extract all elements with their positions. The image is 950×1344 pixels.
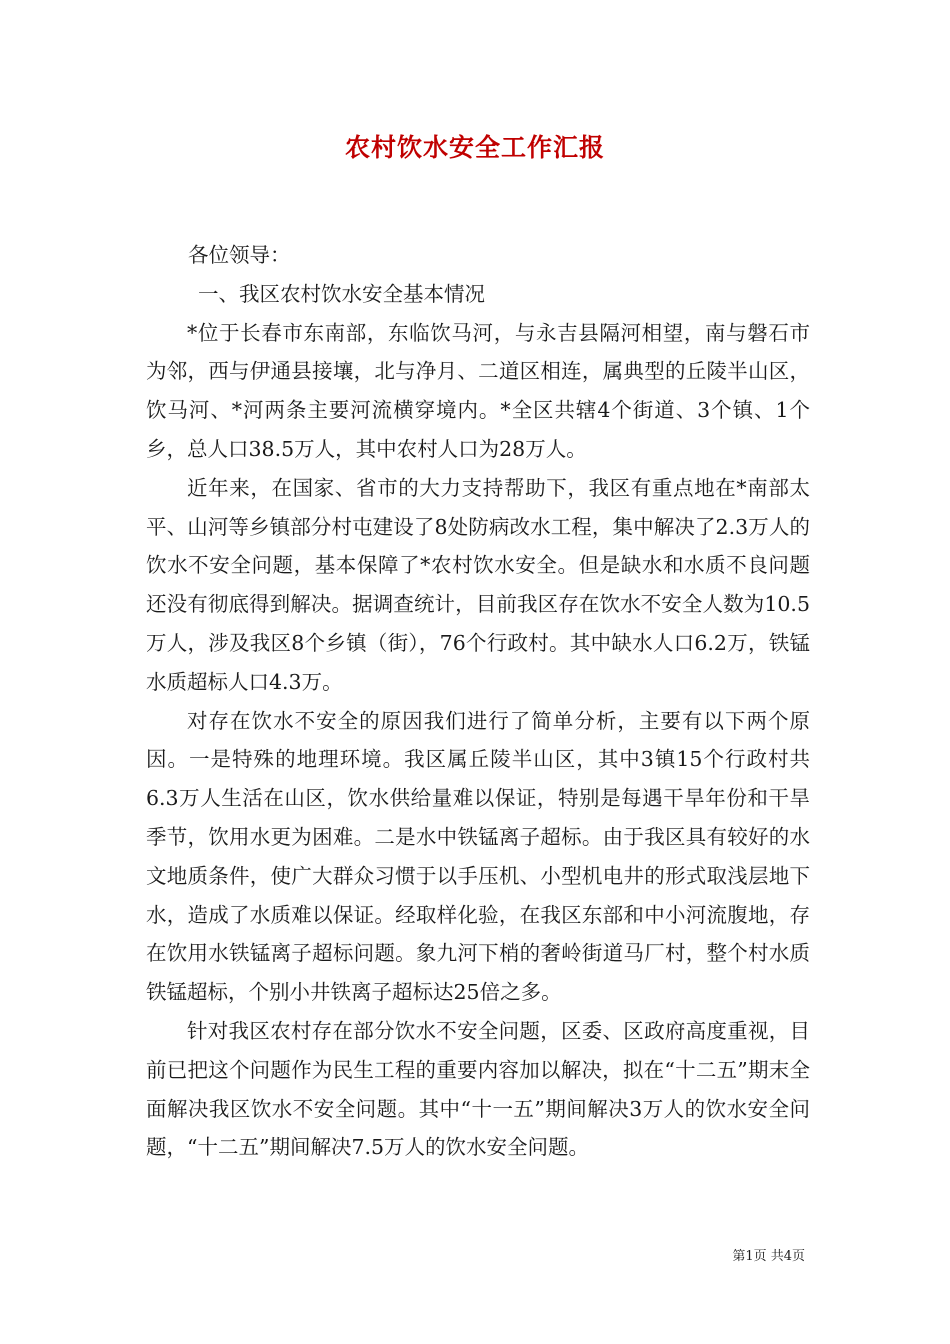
paragraph-causes: 对存在饮水不安全的原因我们进行了简单分析，主要有以下两个原因。一是特殊的地理环境。我区属丘陵半山区，其中3镇15个行政村共6.3万人生活在山区，饮水供给量难以保证，特别是每遇干旱年份和干旱季节，饮用水更为困难。二是水中铁锰离子超标。由于我区具有较好的水文地质条件，使广大群众习惯于以手压机、小型机电井的形式取浅层地下水，造成了水质难以保证。经取样化验，在我区东部和中小河流腹地，存在饮用水铁锰离子超标问题。象九河下梢的奢岭街道马厂村，整个村水质铁锰超标，个别小井铁离子超标达25倍之多。 bbox=[146, 708, 810, 1005]
salutation: 各位领导： bbox=[188, 243, 291, 267]
paragraph-plan: 针对我区农村存在部分饮水不安全问题，区委、区政府高度重视，目前已把这个问题作为民生工程的重要内容加以解决，拟在“十二五”期末全面解决我区饮水不安全问题。其中“十一五”期间解决3万人的饮水安全问题，“十二五”期间解决7.5万人的饮水安全问题。 bbox=[146, 1018, 810, 1160]
paragraph-progress: 近年来，在国家、省市的大力支持帮助下，我区有重点地在*南部太平、山河等乡镇部分村屯建设了8处防病改水工程，集中解决了2.3万人的饮水不安全问题，基本保障了*农村饮水安全。但是缺水和水质不良问题还没有彻底得到解决。据调查统计，目前我区存在饮水不安全人数为10.5万人，涉及我区8个乡镇（街），76个行政村。其中缺水人口6.2万，铁锰水质超标人口4.3万。 bbox=[146, 475, 810, 694]
document-body bbox=[146, 236, 810, 1167]
document-title: 农村饮水安全工作汇报 bbox=[344, 133, 605, 162]
section-heading: 一、我区农村饮水安全基本情况 bbox=[198, 281, 485, 306]
paragraph-location: *位于长春市东南部，东临饮马河，与永吉县隔河相望，南与磐石市为邻，西与伊通县接壤，北与净月、二道区相连，属典型的丘陵半山区，饮马河、*河两条主要河流横穿境内。*全区共辖4个街道、3个镇、1个乡，总人口38.5万人，其中农村人口为28万人。 bbox=[146, 320, 810, 461]
page-number: 第1页 共4页 bbox=[732, 1249, 805, 1264]
